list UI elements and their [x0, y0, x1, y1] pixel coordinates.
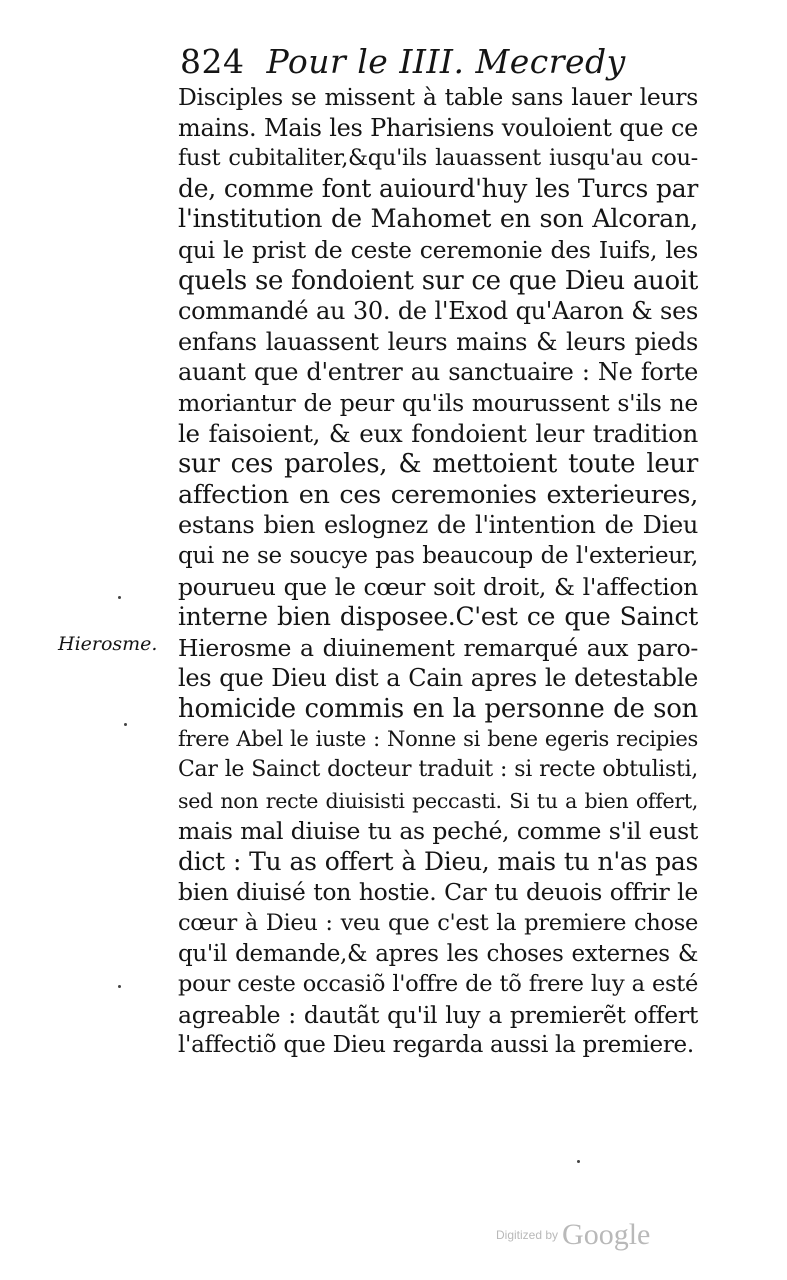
text-line: agreable : dautãt qu'il luy a premierẽt offert	[178, 1000, 698, 1029]
text-line: pour ceste occasiõ l'offre de tõ frere luy a esté	[178, 971, 698, 998]
text-line: estans bien eslognez de l'intention de Dieu	[178, 511, 698, 540]
text-line: dict : Tu as offert à Dieu, mais tu n'as pas	[178, 846, 698, 876]
ink-speck	[118, 985, 121, 988]
text-line: fust cubitaliter,&qu'ils lauassent iusqu'au cou-	[178, 145, 698, 172]
ink-speck	[577, 1160, 580, 1163]
text-line: moriantur de peur qu'ils mourussent s'ils ne	[178, 388, 698, 417]
text-line: homicide commis en la personne de son	[178, 693, 698, 724]
text-line: l'institution de Mahomet en son Alcoran,	[178, 204, 698, 235]
page-number: 824	[180, 42, 245, 81]
text-line: l'affectiõ que Dieu regarda aussi la premiere.	[178, 1032, 694, 1059]
text-line: Disciples se missent à table sans lauer leurs	[178, 83, 698, 111]
text-line: qui ne se soucye pas beaucoup de l'exterieur,	[178, 542, 698, 569]
text-line: interne bien disposee.C'est ce que Sainct	[178, 602, 698, 632]
text-line: quels se fondoient sur ce que Dieu auoit	[178, 265, 698, 296]
body-text	[178, 82, 698, 1061]
text-line: auant que d'entrer au sanctuaire : Ne forte	[178, 358, 698, 387]
digitized-watermark	[496, 1218, 650, 1252]
text-line: de, comme font auiourd'huy les Turcs par	[178, 173, 698, 203]
ink-speck	[124, 723, 127, 726]
text-line: sur ces paroles, & mettoient toute leur	[178, 449, 698, 480]
text-line: qu'il demande,& apres les choses externes &	[178, 940, 698, 967]
text-line: Hierosme a diuinement remarqué aux paro-	[178, 633, 698, 662]
text-line: pourueu que le cœur soit droit, & l'affection	[178, 572, 698, 601]
text-line: qui le prist de ceste ceremonie des Iuifs, les	[178, 235, 698, 264]
text-line: affection en ces ceremonies exterieures,	[178, 479, 698, 510]
text-line: cœur à Dieu : veu que c'est la premiere chose	[178, 910, 698, 937]
text-line: mains. Mais les Pharisiens vouloient que ce	[178, 113, 698, 142]
text-line: bien diuisé ton hostie. Car tu deuois offrir le	[178, 878, 698, 907]
text-line: mais mal diuise tu as peché, comme s'il eust	[178, 817, 698, 846]
text-line: frere Abel le iuste : Nonne si bene egeris recipies	[178, 727, 698, 752]
text-line: les que Dieu dist a Cain apres le detestable	[178, 664, 698, 693]
text-line: enfans lauassent leurs mains & leurs pieds	[178, 327, 698, 356]
margin-note: Hierosme.	[58, 633, 158, 655]
text-line: le faisoient, & eux fondoient leur tradition	[178, 418, 698, 448]
ink-speck	[118, 596, 121, 599]
text-line: commandé au 30. de l'Exod qu'Aaron & ses	[178, 297, 698, 326]
running-title: Pour le IIII. Mecredy	[266, 42, 626, 81]
google-logo: Google	[562, 1218, 651, 1251]
running-head	[180, 42, 640, 81]
text-line: sed non recte diuisisti peccasti. Si tu a bien offert,	[178, 788, 698, 813]
text-line: Car le Sainct docteur traduit : si recte obtulisti,	[178, 757, 698, 783]
watermark-prefix: Digitized by	[496, 1228, 559, 1242]
